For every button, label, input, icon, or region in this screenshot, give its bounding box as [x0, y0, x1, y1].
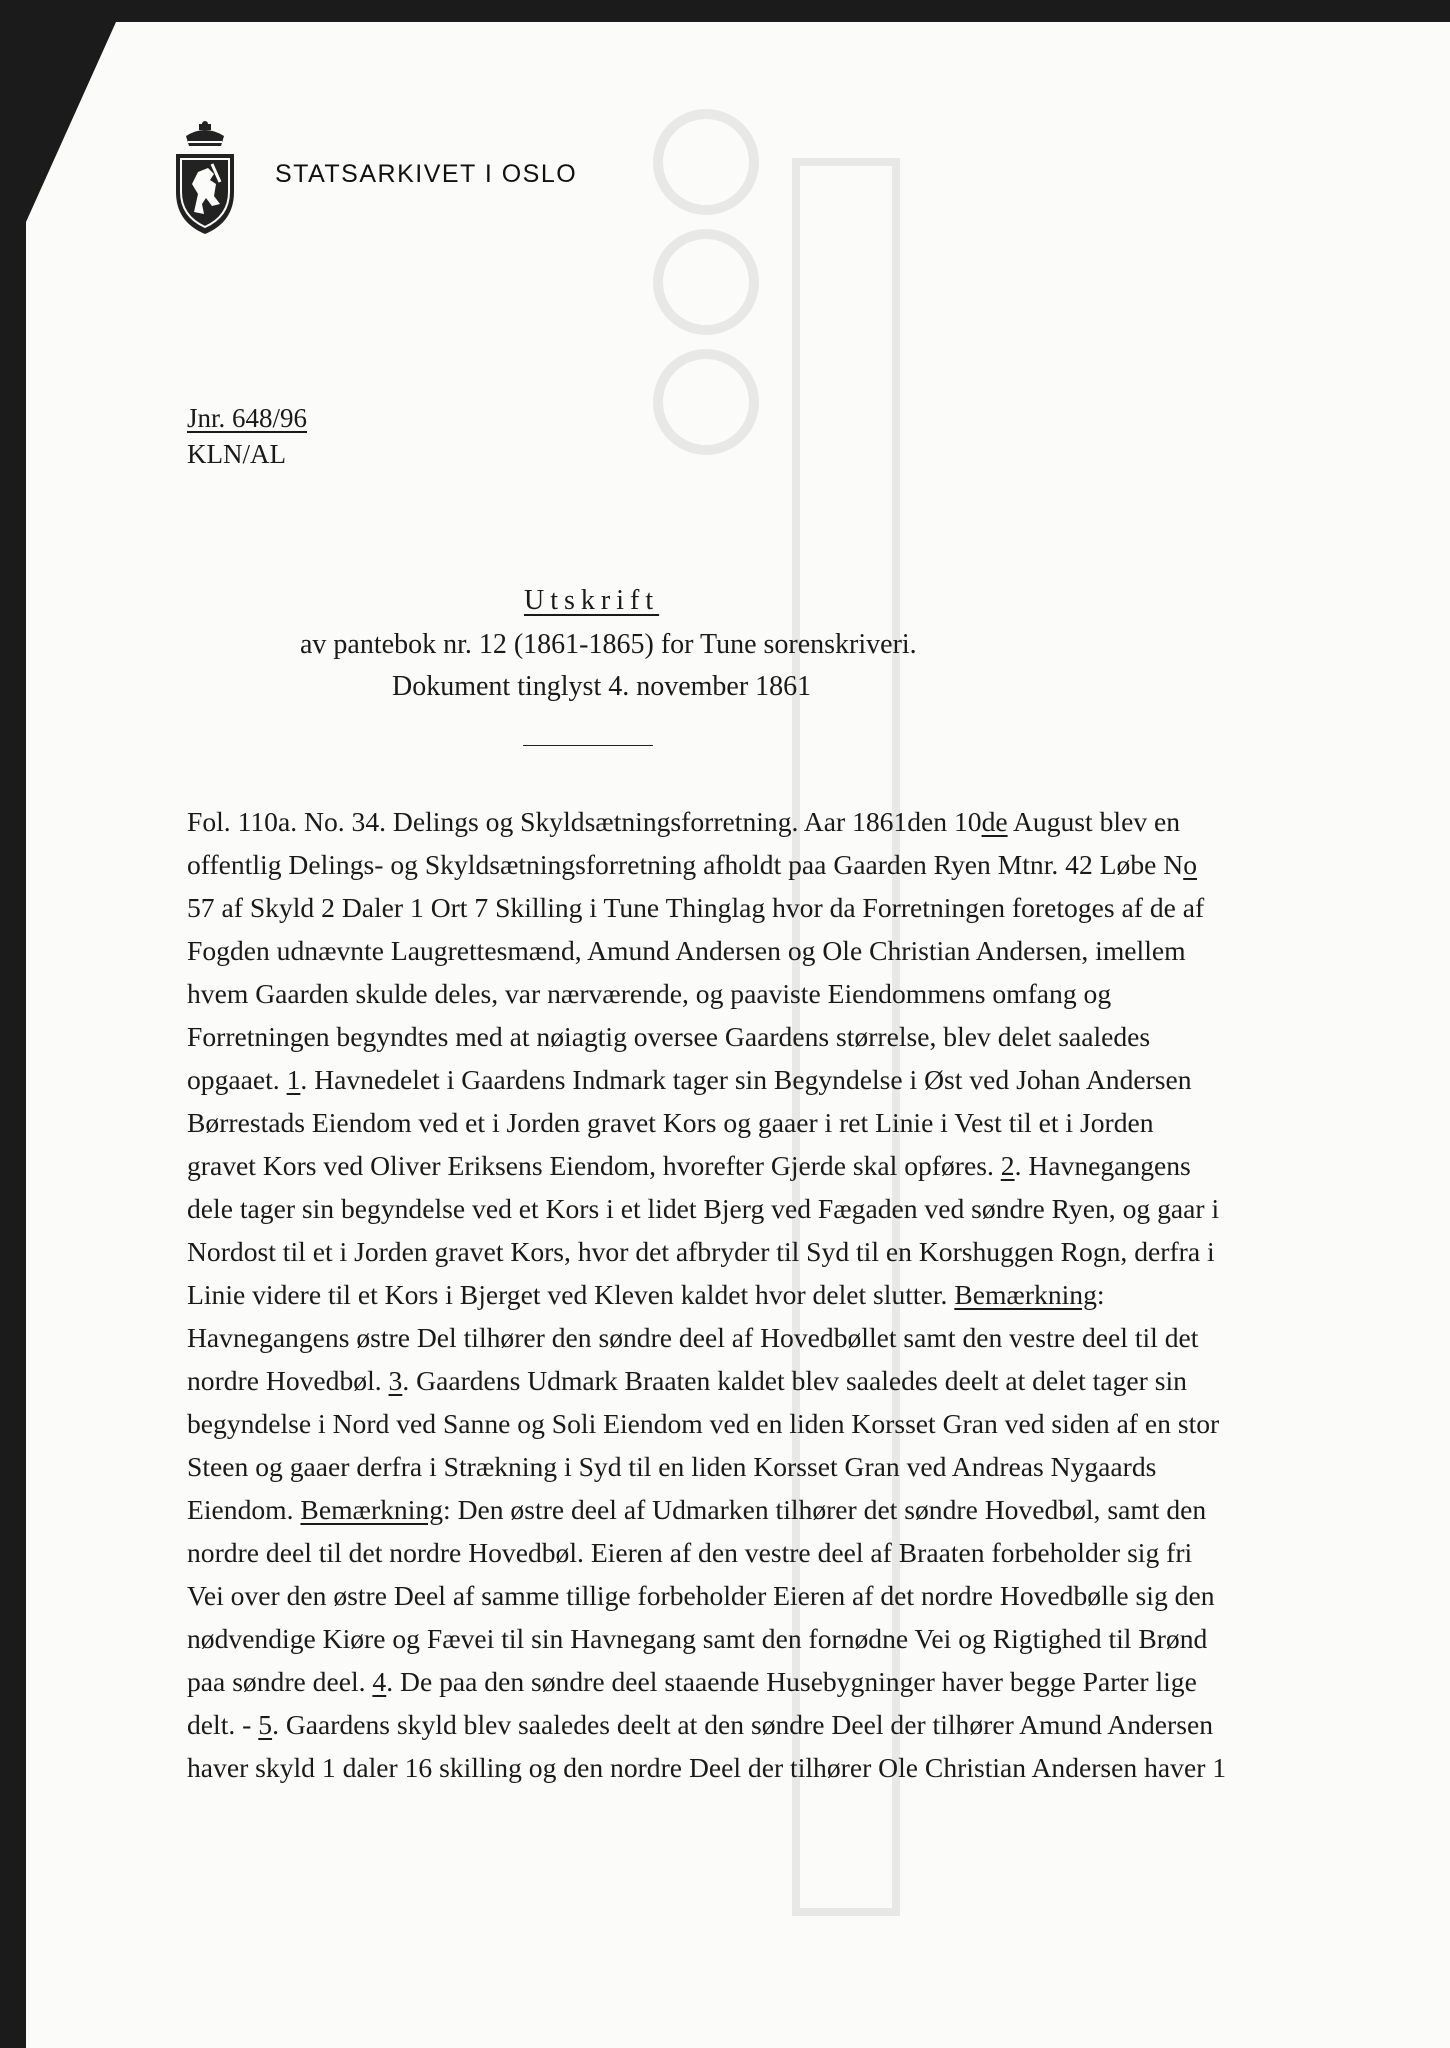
underlined-text: 5: [258, 1709, 273, 1740]
text-line: Børrestads Eiendom ved et i Jorden gravet Kors og gaaer i ret Linie i Vest til et i Jorden: [187, 1107, 1154, 1138]
text-line: offentlig Delings- og Skyldsætningsforretning afholdt paa Gaarden Ryen Mtnr. 42 Løbe No: [187, 849, 1197, 880]
text-line: Havnegangens østre Del tilhører den søndre deel af Hovedbøllet samt den vestre deel til det: [187, 1322, 1199, 1353]
coat-of-arms-icon: [172, 120, 238, 236]
text-line: haver skyld 1 daler 16 skilling og den nordre Deel der tilhører Ole Christian Andersen haver 1: [187, 1752, 1227, 1783]
text-line: Linie videre til et Kors i Bjerget ved Kleven kaldet hvor delet slutter. Bemærkning:: [187, 1279, 1105, 1310]
text-line: begyndelse i Nord ved Sanne og Soli Eiendom ved en liden Korsset Gran ved siden af en stor: [187, 1408, 1220, 1439]
journal-number: Jnr. 648/96: [187, 403, 308, 433]
underlined-text: o: [1183, 849, 1197, 880]
reference-block: [187, 400, 307, 472]
text-line: dele tager sin begyndelse ved et Kors i et lidet Bjerg ved Fægaden ved søndre Ryen, og gaar i: [187, 1193, 1220, 1224]
document-subtitle: av pantebok nr. 12 (1861-1865) for Tune sorenskriveri.: [300, 629, 917, 660]
underlined-text: 4: [372, 1666, 387, 1697]
text-line: hvem Gaarden skulde deles, var nærværende, og paaviste Eiendommens omfang og: [187, 978, 1112, 1009]
text-line: opgaaet. 1. Havnedelet i Gaardens Indmark tager sin Begyndelse i Øst ved Johan Andersen: [187, 1064, 1192, 1095]
text-line: Eiendom. Bemærkning: Den østre deel af Udmarken tilhører det søndre Hovedbøl, samt den: [187, 1494, 1207, 1525]
text-line: delt. - 5. Gaardens skyld blev saaledes deelt at den søndre Deel der tilhører Amund Andersen: [187, 1709, 1214, 1740]
underlined-text: Bemærkning: [300, 1494, 443, 1525]
text-line: 57 af Skyld 2 Daler 1 Ort 7 Skilling i Tune Thinglag hvor da Forretningen foretoges af de af: [187, 892, 1205, 923]
underlined-text: Bemærkning: [954, 1279, 1097, 1310]
transcript-body: [187, 800, 1272, 1789]
text-line: Fol. 110a. No. 34. Delings og Skyldsætningsforretning. Aar 1861den 10de August blev en: [187, 806, 1181, 837]
text-line: nødvendige Kiøre og Fævei til sin Havnegang samt den fornødne Vei og Rigtighed til Brønd: [187, 1623, 1208, 1654]
text-line: Nordost til et i Jorden gravet Kors, hvor det afbryder til Syd til en Korshuggen Rogn, derfra i: [187, 1236, 1215, 1267]
text-line: Steen og gaaer derfra i Strækning i Syd til en liden Korsset Gran ved Andreas Nygaards: [187, 1451, 1157, 1482]
underlined-text: 1: [286, 1064, 301, 1095]
archive-name: STATSARKIVET I OSLO: [275, 160, 578, 188]
underlined-text: de: [981, 806, 1008, 837]
text-line: Forretningen begyndtes med at nøiagtig oversee Gaardens størrelse, blev delet saaledes: [187, 1021, 1151, 1052]
heading-divider: [523, 745, 653, 746]
case-initials: KLN/AL: [187, 439, 286, 469]
text-line: Vei over den østre Deel af samme tillige forbeholder Eieren af det nordre Hovedbølle sig den: [187, 1580, 1215, 1611]
underlined-text: 2: [1000, 1150, 1015, 1181]
registration-date: Dokument tinglyst 4. november 1861: [392, 671, 812, 702]
text-line: gravet Kors ved Oliver Eriksens Eiendom, hvorefter Gjerde skal opføres. 2. Havnegangens: [187, 1150, 1191, 1181]
underlined-text: 3: [388, 1365, 403, 1396]
text-line: nordre deel til det nordre Hovedbøl. Eieren af den vestre deel af Braaten forbeholder sig fri: [187, 1537, 1193, 1568]
document-title: Utskrift: [524, 585, 660, 616]
text-line: Fogden udnævnte Laugrettesmænd, Amund Andersen og Ole Christian Andersen, imellem: [187, 935, 1186, 966]
text-line: paa søndre deel. 4. De paa den søndre deel staaende Husebygninger haver begge Parter lige: [187, 1666, 1197, 1697]
text-line: nordre Hovedbøl. 3. Gaardens Udmark Braaten kaldet blev saaledes deelt at delet tager sin: [187, 1365, 1187, 1396]
